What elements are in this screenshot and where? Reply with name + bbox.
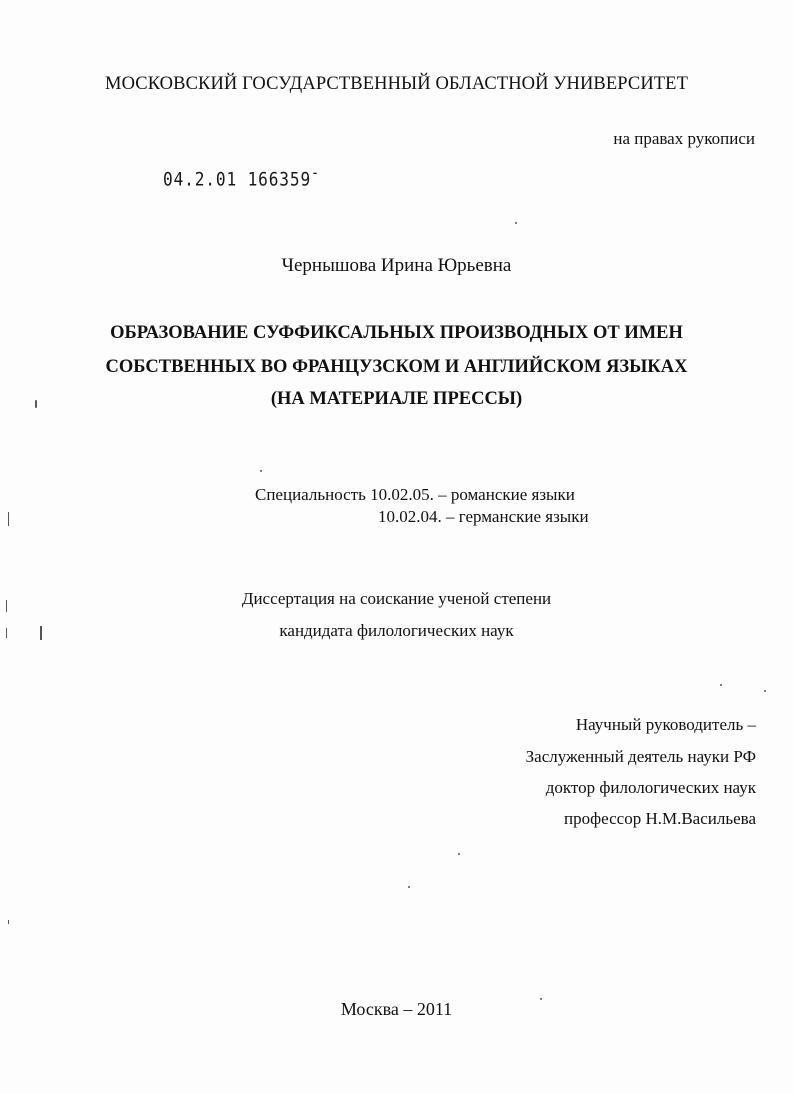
thesis-title-line-1: ОБРАЗОВАНИЕ СУФФИКСАЛЬНЫХ ПРОИЗВОДНЫХ ОТ ИМЕН: [110, 323, 683, 343]
scan-speck: [6, 600, 7, 612]
specialty-line-2: 10.02.04. – германские языки: [378, 507, 589, 526]
advisor-line-1: Научный руководитель –: [575, 715, 756, 734]
scan-speck: [540, 998, 542, 1000]
dissertation-line-2: кандидата филологических наук: [279, 621, 514, 640]
manuscript-rights-note: на правах рукописи: [613, 129, 755, 148]
place-and-year: Москва – 2011: [340, 999, 453, 1019]
advisor-line-2: Заслуженный деятель науки РФ: [525, 747, 756, 766]
specialty-line-1: Специальность 10.02.05. – романские языки: [255, 485, 575, 504]
scan-speck: [260, 470, 262, 472]
stamp-number: 04.2.01 166359: [163, 168, 312, 191]
scan-speck: [40, 626, 42, 640]
scan-speck: [764, 690, 766, 692]
stamp-suffix: -: [311, 163, 320, 182]
thesis-title-line-3: (НА МАТЕРИАЛЕ ПРЕССЫ): [270, 389, 523, 409]
dissertation-line-1: Диссертация на соискание ученой степени: [241, 589, 552, 608]
scan-speck: [515, 222, 517, 224]
author-name: Чернышова Ирина Юрьевна: [281, 255, 512, 276]
scan-speck: [720, 684, 722, 686]
advisor-line-3: доктор филологических наук: [545, 778, 756, 797]
scan-speck: [408, 886, 410, 888]
scan-speck: [458, 853, 460, 855]
thesis-title-line-2: СОБСТВЕННЫХ ВО ФРАНЦУЗСКОМ И АНГЛИЙСКОМ ЯЗЫКАХ: [105, 357, 688, 377]
registration-stamp: [163, 163, 320, 190]
scan-speck: [6, 628, 7, 638]
advisor-line-4: профессор Н.М.Васильева: [564, 809, 756, 828]
university-name: МОСКОВСКИЙ ГОСУДАРСТВЕННЫЙ ОБЛАСТНОЙ УНИВЕРСИТЕТ: [105, 74, 688, 94]
scan-speck: [35, 400, 37, 408]
scan-speck: [8, 920, 9, 924]
scan-speck: [8, 512, 9, 526]
